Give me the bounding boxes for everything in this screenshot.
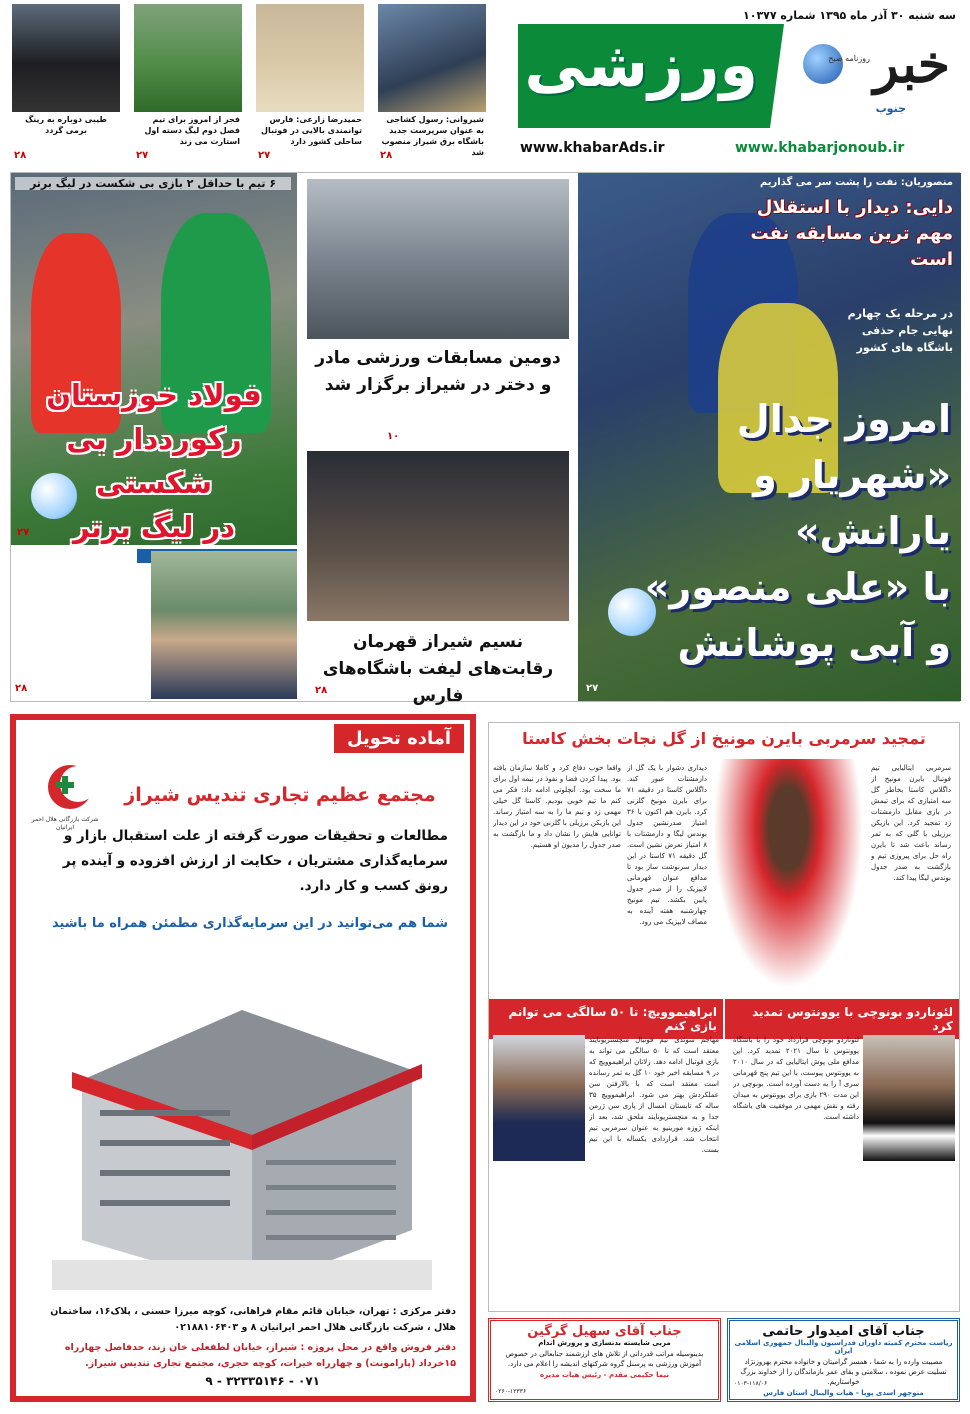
condolence-title: جناب آقای امیدوار حاتمی <box>762 1324 925 1339</box>
mid-top-story[interactable] <box>301 173 573 443</box>
teaser[interactable] <box>12 4 120 162</box>
costa-photo <box>713 759 863 989</box>
ad-tag: آماده تحویل <box>334 724 464 753</box>
globe-icon <box>803 44 843 84</box>
costa-col: سرمربی ایتالیایی تیم فوتبال بایرن مونیخ از داگلاس کاستا بخاطر گل سه امتیازی که برای تیمش در بازی مقابل دارمشتات زد تمجید کرد. این بازیکن برزیلی با گلی که به ثمر رساند باعث شد تا بایرن راه حل برای پیروزی تیم و بازگشت به صدر جدول بوندس لیگا پیدا کند. <box>871 764 951 882</box>
lead-headline-line: با «علی منصور» <box>644 565 951 609</box>
section-banner <box>518 24 798 128</box>
ad-body: مطالعات و تحقیقات صورت گرفته از علت استقبال بازار و سرمایه‌گذاری مشتریان ، حکایت از ارزش افزوده و آینده پر رونق کسب و کار دارد. <box>62 828 448 894</box>
costa-article <box>488 722 960 1312</box>
teaser-photo <box>378 4 486 112</box>
page-number: ۱۰ <box>387 431 400 442</box>
lead-headline-line: و آبی پوشانش <box>677 621 951 665</box>
logo-word: خبر <box>873 34 950 95</box>
top-news <box>10 172 960 706</box>
mid-bottom-story[interactable] <box>301 445 573 706</box>
page-number: ۲۸ <box>15 683 28 694</box>
foolad-headline-line: در لیگ برتر <box>72 510 236 544</box>
section-title: ورزشی <box>524 28 758 101</box>
teaser-photo <box>256 4 364 112</box>
lead-red-head: دایی: دیدار با استقلال مهم ترین مسابقه نفت است <box>750 197 953 270</box>
page-number: ۲۷ <box>586 683 599 694</box>
foolad-kicker: ۶ تیم با حداقل ۲ بازی بی شکست در لیگ برتر <box>15 177 291 190</box>
page-number: ۲۸ <box>315 685 328 696</box>
condolence-sign: منوچهر اسدی پویا - هیات والیبال استان فارس <box>763 1389 924 1397</box>
mid-top-photo <box>307 179 569 339</box>
logo <box>508 24 958 134</box>
lead-headline-line: «شهریار و یارانش» <box>753 453 951 553</box>
lead-note: در مرحله یک چهارم نهایی جام حذفی باشگاه های کشور <box>847 307 953 354</box>
lead-story[interactable] <box>578 173 961 701</box>
lead-kicker: منصوریان: نفت را پشت سر می گذاریم <box>759 177 953 188</box>
ad-logo <box>30 762 100 832</box>
futsal-story[interactable] <box>11 549 297 701</box>
bonucci-headline: لئوناردو بونوچی با یوونتوس تمدید کرد <box>725 999 959 1039</box>
teaser[interactable] <box>134 4 242 162</box>
condolence-box <box>488 1318 721 1402</box>
futsal-photo <box>151 551 297 699</box>
mid-top-headline: دومین مسابقات ورزشی مادر و دختر در شیراز برگزار شد <box>315 348 561 395</box>
teaser[interactable] <box>256 4 364 162</box>
zlatan-photo <box>493 1035 585 1161</box>
condolence-title: جناب آقای سهیل گرگین <box>527 1324 682 1339</box>
costa-headline: تمجید سرمربی بایرن مونیخ از گل نجات بخش کاستا <box>522 729 926 748</box>
foolad-headline-line: رکورددار بی شکستی <box>66 422 242 500</box>
foolad-headline-line: فولاد خوزستان <box>46 378 262 412</box>
lead-headline-line: امروز جدال <box>736 397 951 441</box>
logo-tag: روزنامه صبح <box>828 54 870 63</box>
page-number: ۲۷ <box>136 150 149 161</box>
teaser-photo <box>134 4 242 112</box>
page-number: ۲۸ <box>380 150 393 161</box>
ad-slogan: شما هم می‌توانید در این سرمایه‌گذاری مطمئن همراه ما باشید <box>51 916 448 931</box>
condolence-code: ۰۲۶۰-۱۲۳۳۶ <box>495 1388 527 1395</box>
ad-office: دفتر مرکزی : تهران، خیابان قائم مقام فراهانی، کوچه میرزا حسنی ، پلاک۱۶، ساختمان هلال ، شرکت بازرگانی هلال احمر ایرانیان ۸ و ۰۲۱۸۸۱۰۶۴۰۳ <box>50 1306 456 1333</box>
teaser-caption: فجر از امروز برای تیم فصل دوم لیگ دسته اول استارت می زند <box>144 115 240 146</box>
mid-bottom-photo <box>307 451 569 621</box>
page-number: ۲۷ <box>258 150 271 161</box>
masthead <box>0 0 970 165</box>
crescent-icon <box>40 762 100 812</box>
ad-building <box>52 960 432 1290</box>
foolad-headline <box>19 373 289 545</box>
condolence-sub: مربی شایسته بدنسازی و پرورش اندام <box>538 1339 671 1347</box>
teaser[interactable] <box>378 4 486 162</box>
site-ads: www.khabarAds.ir <box>520 140 665 156</box>
page-number: ۲۷ <box>17 527 30 538</box>
condolence-code: ۰۱۰۳-۱۱۸/۰۶ <box>734 1380 768 1387</box>
teaser-caption: طیبی دوباره به رینگ برمی گردد <box>25 115 107 135</box>
ad-sales: دفتر فروش واقع در محل پروژه : شیراز، خیابان لطفعلی خان زند، حدفاصل چهارراه ۱۵خرداد (پارامونت) و چهارراه خیرات، کوچه حجری، مجتمع تجاری تندیس شیراز. <box>64 1342 456 1369</box>
ad-logo-caption: شرکت بازرگانی هلال احمر ایرانیان <box>31 816 99 831</box>
mid-bottom-headline: نسیم شیراز قهرمان رقابت‌های لیفت باشگاه‌های فارس <box>322 632 554 706</box>
teaser-photo <box>12 4 120 112</box>
condolence-box <box>727 1318 960 1402</box>
costa-col: واقعا خوب دفاع کرد و کاملا سازمان یافته بود. پیدا کردن فضا و نفوذ در نیمه اول برای ما سخت بود. آنچلوتی ادامه داد: فکر می کنم ما تیم خوبی بودیم. کاستا گل خیلی مهمی زد و تیم ما را به سه امتیاز رساند. این بازیکن برزیلی با گلزنی خود در این دیدار توانایی هایش را نشان داد و ما بازگشت به صدر جدول را مدیون او هستیم. <box>493 764 621 849</box>
teaser-caption: حمیدرضا زارعی: فارس توانمندی بالایی در فوتبال ساحلی کشور دارد <box>261 115 362 146</box>
foolad-story[interactable] <box>11 173 297 545</box>
ad-phone: ۰۷۱ - ۳۲۳۳۵۱۴۶ - ۹ <box>205 1374 320 1388</box>
condolence-body: بدینوسیله مراتب قدردانی از تلاش های ارزشمند جنابعالی در خصوص آموزش ورزشی به پرسنل گروه شرکتهای اندیشه را اعلام می دارد. <box>505 1350 704 1368</box>
bonucci-text: لئوناردو بونوچی قرارداد خود را با باشگاه یوونتوس تا سال ۲۰۲۱ تمدید کرد. این مدافع ملی پوش ایتالیایی که در سال ۲۰۱۰ به یوونتوس پیوست، با این تیم پنج قهرمانی سری آ را به دست آورده است. بونوچی در این مدت ۲۹۰ بازی برای یوونتوس به میدان رفته و نقش مهمی در موفقیت های باشگاه داشته است. <box>733 1036 859 1121</box>
page-number: ۲۸ <box>14 150 27 161</box>
ad-block[interactable] <box>10 714 476 1402</box>
bonucci-photo <box>863 1035 955 1161</box>
zlatan-text: مهاجم سوئدی تیم فوتبال منچستریونایتد معتقد است که تا ۵۰ سالگی می تواند به بازی فوتبال ادامه دهد. زلاتان ابراهیموویچ که در ۹ مسابقه اخیر خود ۱۰ گل به ثمر رسانده است معتقد است که با بالارفتن سن عملکردش بهتر می شود. ابراهیموویچ ۳۵ ساله که تابستان امسال از پاری سن ژرمن جدا و به منچستریونایتد ملحق شد، بعد از اینکه ژوزه مورینیو به عنوان سرمربی تیم انتخاب شد، قراردادی یکساله با این تیم بست. <box>589 1036 719 1154</box>
condolence-sub: ریاست محترم کمیته داوران فدراسیون والیبال جمهوری اسلامی ایران <box>734 1339 953 1355</box>
date-line: سه شنبه ۳۰ آذر ماه ۱۳۹۵ شماره ۱۰۳۷۷ <box>743 9 956 22</box>
building-graphic <box>52 960 432 1290</box>
logo-sub: جنوب <box>875 102 906 115</box>
teaser-caption: شیروانی: رسول کشاجی به عنوان سرپرست جدید باشگاه برق شیراز منصوب شد <box>381 115 484 157</box>
zlatan-headline: ابراهیموویچ: تا ۵۰ سالگی می توانم بازی کنم <box>489 999 723 1039</box>
condolence-body: مصیبت وارده را به شما ، همسر گرامیتان و خانواده محترم بهروزنژاد تسلیت عرض نموده ، سلامتی و بقای عمر بازماندگان را از خداوند بزرگ خواستاریم. <box>740 1358 947 1386</box>
costa-col: دیداری دشوار با یک گل از دارمشتات عبور کند. داگلاس کاستا در دقیقه ۷۱ برای بایرن مونیخ گلزنی کرد. بایرن هم اکنون با ۳۶ امتیاز صدرنشین جدول بوندس لیگا و دارمشتات با ۸ امتیاز تعرض نشین است. گل دقیقه ۷۱ کاستا در این دیدار سرنوشت ساز بود تا مدافع عنوان قهرمانی لایپزیک را از صدر جدول پایین بکشد. تیم مونیخ چهارشنبه هفته آینده به مصاف لایپزیک می رود. <box>627 764 707 926</box>
lead-headline <box>591 391 951 671</box>
condolence-sign: نیما حکیمی مقدم - رئیس هیات مدیره <box>540 1371 669 1379</box>
ad-title: مجتمع عظیم تجاری تندیس شیراز <box>124 784 436 806</box>
site-main: www.khabarjonoub.ir <box>735 140 905 156</box>
